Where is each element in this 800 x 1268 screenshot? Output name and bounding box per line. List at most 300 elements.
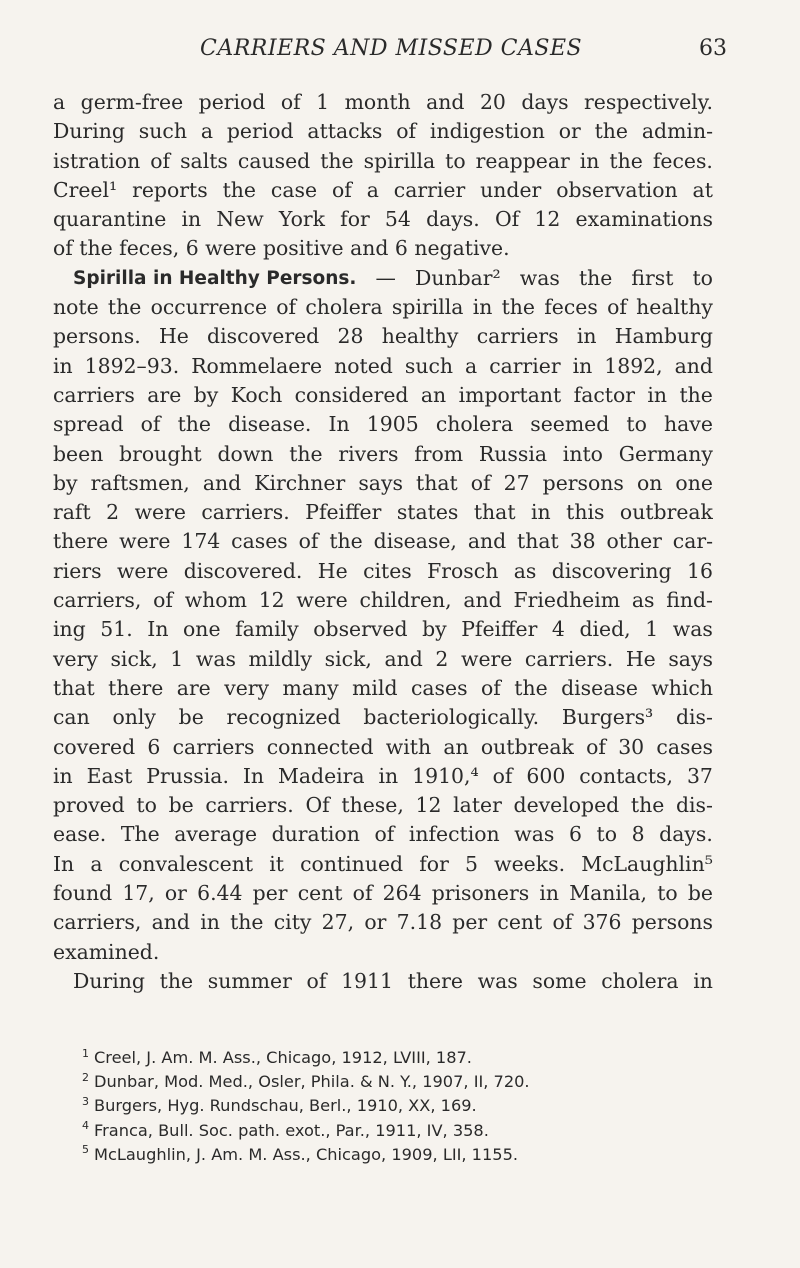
word: per [252, 881, 288, 906]
word: cases [410, 675, 468, 700]
word: car- [672, 529, 713, 554]
text-line [53, 820, 713, 849]
word: brought [119, 441, 202, 466]
word: 1 [645, 617, 659, 642]
word: cent [497, 910, 543, 935]
text-line [53, 440, 713, 469]
word: or [164, 881, 187, 906]
word: first [631, 265, 674, 290]
word: were [134, 500, 186, 525]
word: He [158, 324, 189, 349]
word: Creel¹ [53, 177, 118, 202]
word: be [178, 705, 204, 730]
word: such [404, 353, 454, 378]
word: into [562, 441, 603, 466]
word: In [328, 412, 350, 437]
word: carrier [393, 177, 466, 202]
word: in [693, 968, 713, 993]
word: attacks [307, 119, 383, 144]
word: to [596, 822, 617, 847]
word: bacteriologically. [363, 705, 540, 730]
footnote: $^5$ McLaughlin, J. Am. M. Ass., Chicago, 1909, LII, 1155. [82, 1143, 519, 1164]
word: by [422, 617, 447, 642]
word: cholera [435, 412, 514, 437]
word: 16 [686, 558, 713, 583]
word: important [458, 382, 562, 407]
word: for [419, 851, 449, 876]
word: were [460, 646, 513, 671]
word: family [235, 617, 299, 642]
word: raft [53, 500, 91, 525]
word: are [147, 382, 182, 407]
word: 27, [321, 910, 355, 935]
word: of [552, 910, 573, 935]
word: the [222, 177, 256, 202]
word: dis- [675, 793, 713, 818]
word: was [514, 822, 555, 847]
word: spirilla [391, 295, 464, 320]
word: the [501, 295, 535, 320]
word: in [472, 295, 493, 320]
word: note [53, 295, 99, 320]
word: says [358, 470, 403, 495]
word: to [136, 793, 157, 818]
word: find- [666, 588, 713, 613]
word: of [153, 588, 173, 613]
word: that [416, 470, 458, 495]
body-text [53, 88, 713, 996]
word: the [679, 382, 713, 407]
word: quarantine [53, 207, 167, 232]
word: died, [579, 617, 631, 642]
word: in [539, 881, 560, 906]
word: East [86, 763, 133, 788]
word: In [242, 763, 265, 788]
word: that [517, 529, 559, 554]
word: 38 [569, 529, 596, 554]
word: mildly [248, 646, 313, 671]
word: McLaughlin⁵ [581, 851, 713, 876]
word: of [280, 90, 301, 114]
word: feces [544, 295, 598, 320]
word: the [578, 265, 613, 290]
word: persons. [53, 324, 141, 349]
word: observation [556, 177, 678, 202]
word: cases [656, 734, 713, 759]
word: of [607, 295, 627, 320]
word: days. [659, 822, 713, 847]
word: the [159, 968, 194, 993]
word: by [53, 470, 78, 495]
text-line [53, 879, 713, 908]
word: connected [266, 734, 374, 759]
word: 1905 [366, 412, 419, 437]
word: this [566, 500, 605, 525]
footnote: $^1$ Creel, J. Am. M. Ass., Chicago, 1912, LVIII, 187. [82, 1046, 472, 1067]
word: cholera [305, 295, 383, 320]
word: Friedheim [513, 588, 621, 613]
word: of [140, 412, 161, 437]
text-line [53, 586, 713, 615]
word: and [202, 470, 242, 495]
text-line [53, 176, 713, 205]
word: summer [207, 968, 292, 993]
word: and [426, 90, 465, 114]
text-line [53, 850, 713, 879]
word: He [317, 558, 348, 583]
word: salts [180, 148, 228, 173]
word: 1892, [604, 353, 663, 378]
word: indigestion [429, 119, 545, 144]
word: respectively. [584, 90, 713, 114]
word: as [631, 588, 655, 613]
word: are [176, 675, 211, 700]
word: days [521, 90, 569, 114]
word: spread [53, 412, 124, 437]
word: have [664, 412, 713, 437]
word: be [687, 881, 713, 906]
word: 376 [582, 910, 622, 935]
text-line [53, 147, 713, 176]
word: occurrence [150, 295, 268, 320]
word: carriers, [53, 910, 142, 935]
word: the [320, 148, 354, 173]
word: examinations [575, 207, 713, 232]
word: or [558, 119, 581, 144]
word: Prussia. [146, 763, 229, 788]
word: the [289, 441, 323, 466]
word: the [609, 148, 643, 173]
word: discovered [207, 324, 320, 349]
word: discovering [551, 558, 672, 583]
word: disease. [228, 412, 312, 437]
word: was [195, 646, 236, 671]
word: to [657, 881, 678, 906]
word: in [579, 148, 600, 173]
word: mild [352, 675, 398, 700]
text-line [53, 762, 713, 791]
word: considered [294, 382, 409, 407]
word: 6 [147, 734, 161, 759]
word: which [651, 675, 713, 700]
word: an [420, 382, 447, 407]
word: many [282, 675, 339, 700]
word: and [463, 588, 502, 613]
word: in [378, 763, 399, 788]
word: at [692, 177, 713, 202]
text-line [53, 469, 713, 498]
word: to [692, 265, 713, 290]
word: 264 [382, 881, 422, 906]
word: case [270, 177, 318, 202]
text-line [53, 645, 713, 674]
word: 12 [415, 793, 442, 818]
word: carriers. [201, 500, 290, 525]
word: admin- [641, 119, 713, 144]
word: as [513, 558, 537, 583]
word: healthy [381, 324, 459, 349]
word: it [269, 851, 284, 876]
word: there [407, 968, 463, 993]
word: weeks. [494, 851, 566, 876]
word: in [181, 207, 202, 232]
page-number: 63 [699, 36, 727, 61]
word: very [53, 646, 98, 671]
text-line [53, 791, 713, 820]
word: 12 [258, 588, 285, 613]
word: were [296, 588, 348, 613]
word: of [396, 119, 417, 144]
word: 1910,⁴ [412, 763, 479, 788]
word: disease, [373, 529, 457, 554]
word: duration [271, 822, 360, 847]
word: found [53, 881, 113, 906]
word: the [594, 119, 629, 144]
word: 54 [384, 207, 411, 232]
word: for [340, 207, 370, 232]
word: days. [426, 207, 480, 232]
word: He [625, 646, 656, 671]
word: cases [231, 529, 288, 554]
word: 7.18 [396, 910, 443, 935]
word: in [647, 382, 668, 407]
word: with [385, 734, 432, 759]
text-line [53, 381, 713, 410]
word: dis- [675, 705, 713, 730]
word: only [112, 705, 156, 730]
word: 4 [551, 617, 565, 642]
text-line: of the feces, 6 were positive and 6 negative. [53, 236, 510, 261]
word: of [331, 177, 352, 202]
word: a [200, 119, 213, 144]
text-line [53, 498, 713, 527]
word: Frosch [427, 558, 499, 583]
word: of [352, 881, 373, 906]
word: outbreak [480, 734, 574, 759]
word: on [636, 470, 663, 495]
word: Manila, [569, 881, 648, 906]
text-line [53, 117, 713, 146]
word: an [443, 734, 469, 759]
word: of [586, 734, 606, 759]
word: factor [573, 382, 635, 407]
word: that [473, 500, 516, 525]
word: During [73, 968, 145, 993]
word: 30 [618, 734, 645, 759]
word: 600 [526, 763, 566, 788]
text-line [53, 410, 713, 439]
word: the [107, 295, 142, 320]
word: month [344, 90, 411, 114]
word: can [53, 705, 90, 730]
word: ing [53, 617, 86, 642]
word: there [108, 675, 164, 700]
word: states [396, 500, 459, 525]
word: Pfeiffer [461, 617, 538, 642]
word: continued [300, 851, 404, 876]
word: Pfeiffer [305, 500, 382, 525]
word: Of [305, 793, 330, 818]
word: and [384, 646, 423, 671]
text-line [53, 88, 713, 117]
word: was [519, 265, 560, 290]
word: and [674, 353, 713, 378]
word: Madeira [278, 763, 365, 788]
word: 1 [316, 90, 330, 114]
text-line [53, 557, 713, 586]
word: a [366, 177, 379, 202]
text-line [53, 322, 713, 351]
word: ease. [53, 822, 107, 847]
text-line [53, 615, 713, 644]
word: raftsmen, [90, 470, 190, 495]
word: of [298, 529, 319, 554]
word: down [217, 441, 274, 466]
word: that [53, 675, 95, 700]
word: such [138, 119, 187, 144]
word: Koch [230, 382, 283, 407]
word: contacts, [579, 763, 673, 788]
word: 174 [181, 529, 221, 554]
word: by [193, 382, 219, 407]
word: 2 [106, 500, 120, 525]
word: Russia [478, 441, 548, 466]
word: and [467, 529, 507, 554]
word: Germany [618, 441, 713, 466]
word: feces. [652, 148, 713, 173]
word: cent [297, 881, 343, 906]
word: infection [408, 822, 500, 847]
footnote: $^4$ Franca, Bull. Soc. path. exot., Par., 1911, IV, 358. [82, 1119, 489, 1140]
word: a [53, 90, 66, 114]
word: germ-free [80, 90, 184, 114]
word: convalescent [118, 851, 254, 876]
word: 8 [631, 822, 645, 847]
word: observed [313, 617, 408, 642]
word: in [53, 353, 73, 378]
word: In [147, 617, 169, 642]
word: Kirchner [254, 470, 346, 495]
text-line [53, 908, 713, 937]
text-line [53, 967, 713, 996]
text-line [53, 733, 713, 762]
word: 2 [435, 646, 449, 671]
word: of [470, 470, 491, 495]
word: children, [359, 588, 452, 613]
word: carriers. [205, 793, 294, 818]
word: carriers [53, 382, 135, 407]
word: In [53, 851, 75, 876]
word: the [630, 793, 665, 818]
text-line [53, 293, 713, 322]
word: istration [53, 148, 141, 173]
word: in [200, 910, 220, 935]
word: 27 [503, 470, 530, 495]
word: disease [561, 675, 638, 700]
word: 17, [122, 881, 155, 906]
word: of [276, 295, 297, 320]
word: the [329, 529, 363, 554]
word: the [177, 412, 211, 437]
word: During [53, 119, 125, 144]
word: healthy [636, 295, 713, 320]
word: sick, [110, 646, 158, 671]
word: covered [53, 734, 136, 759]
word: city [273, 910, 312, 935]
word: in [53, 763, 73, 788]
word: cholera [601, 968, 679, 993]
running-head: CARRIERS AND MISSED CASES [200, 36, 583, 61]
word: rivers [338, 441, 399, 466]
word: Hamburg [614, 324, 713, 349]
word: 5 [465, 851, 478, 876]
word: developed [513, 793, 620, 818]
word: of [374, 822, 395, 847]
word: 37 [686, 763, 713, 788]
word: seemed [530, 412, 610, 437]
word: Of [494, 207, 520, 232]
word: were [116, 558, 169, 583]
word: was [477, 968, 518, 993]
word: per [452, 910, 488, 935]
word: other [606, 529, 662, 554]
word: Dunbar² [414, 265, 501, 290]
word: 28 [337, 324, 364, 349]
text-line [53, 674, 713, 703]
word: in [572, 353, 593, 378]
text-line: examined. [53, 939, 160, 964]
word: to [626, 412, 647, 437]
word: 1 [170, 646, 184, 671]
word: prisoners [431, 881, 530, 906]
word: discovered. [183, 558, 303, 583]
word: been [53, 441, 104, 466]
word: average [174, 822, 258, 847]
text-line [53, 205, 713, 234]
word: proved [53, 793, 125, 818]
word: carriers [476, 324, 559, 349]
word: a [90, 851, 103, 876]
section-heading-line [53, 264, 713, 293]
word: York [278, 207, 325, 232]
word: the [514, 675, 548, 700]
word: there [53, 529, 109, 554]
text-line [53, 703, 713, 732]
word: 6.44 [197, 881, 243, 906]
word: Burgers³ [561, 705, 654, 730]
word: were [119, 529, 171, 554]
word: and [151, 910, 190, 935]
word: 20 [479, 90, 506, 114]
word: New [216, 207, 264, 232]
word: be [168, 793, 194, 818]
word: carriers [172, 734, 255, 759]
word: these, [341, 793, 404, 818]
page-header [0, 36, 800, 66]
word: of [306, 968, 327, 993]
word: noted [334, 353, 393, 378]
word: recognized [226, 705, 341, 730]
word: cites [363, 558, 412, 583]
word: 6 [568, 822, 582, 847]
word: the [230, 910, 264, 935]
word: Rommelaere [191, 353, 323, 378]
word: caused [237, 148, 311, 173]
run-in-heading: Spirilla in Healthy Persons. [73, 267, 357, 289]
word: period [226, 119, 294, 144]
word: says [668, 646, 713, 671]
word: spirilla [363, 148, 436, 173]
